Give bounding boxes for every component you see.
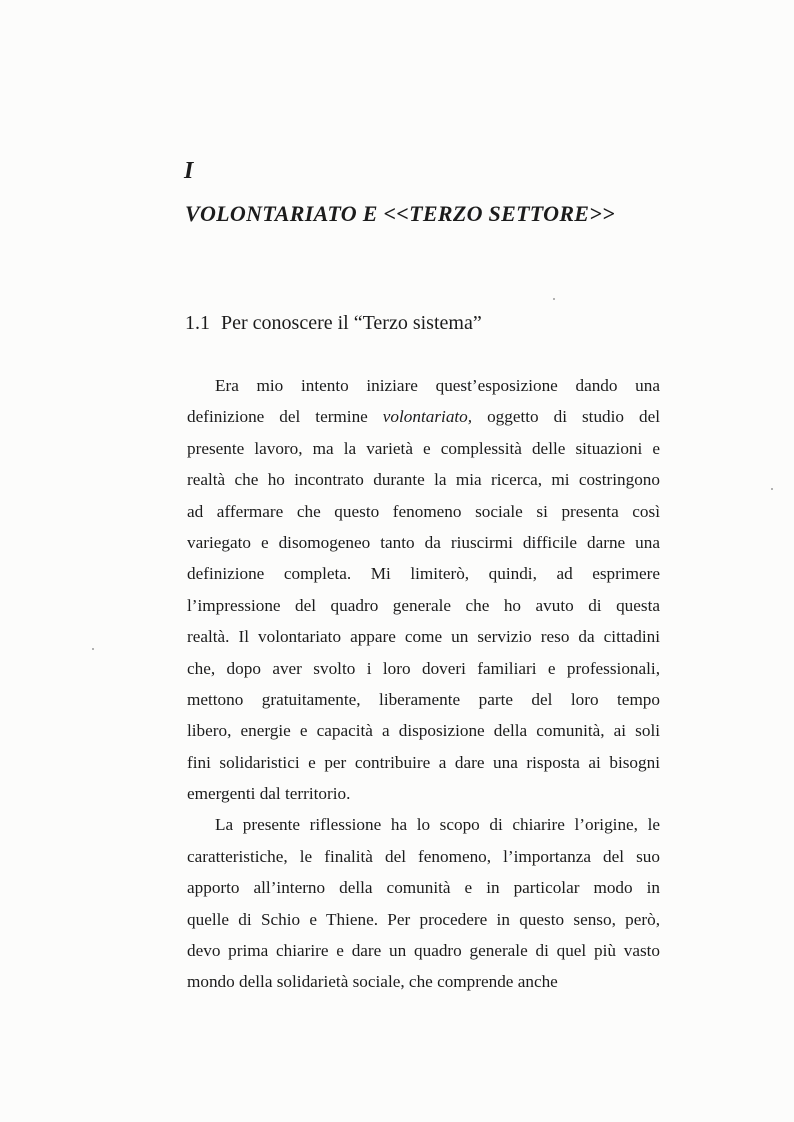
text-line: realtà. Il volontariato appare come un servizio reso da cittadini — [187, 627, 660, 647]
text-line: devo prima chiarire e dare un quadro generale di quel più vasto — [187, 941, 660, 961]
text-line: Era mio intento iniziare quest’esposizione dando una — [215, 376, 660, 395]
text-line: fini solidaristici e per contribuire a dare una risposta ai bisogni — [187, 752, 660, 772]
text-line: apporto all’interno della comunità e in particolar modo in — [187, 878, 660, 898]
section-heading — [185, 312, 482, 335]
paragraph — [187, 809, 660, 997]
text-line: La presente riflessione ha lo scopo di chiarire l’origine, le — [215, 815, 660, 835]
text-line: mettono gratuitamente, liberamente parte del loro tempo — [187, 689, 660, 709]
text-line: ad affermare che questo fenomeno sociale si presenta così — [187, 501, 660, 521]
scan-speck — [553, 298, 555, 300]
text-line: mondo della solidarietà sociale, che comprende anche — [187, 972, 558, 992]
paragraph — [187, 370, 660, 809]
chapter-number: I — [184, 158, 194, 184]
text-line: variegato e disomogeneo tanto da riuscirmi difficile darne una — [187, 532, 660, 552]
text-line: che, dopo aver svolto i loro doveri familiari e professionali, — [187, 658, 660, 678]
chapter-title: VOLONTARIATO E <<TERZO SETTORE>> — [185, 201, 615, 226]
text-line: definizione del termine volontariato, oggetto di studio del — [187, 407, 660, 427]
text-line: libero, energie e capacità a disposizione della comunità, ai soli — [187, 721, 660, 741]
body-text — [187, 370, 660, 998]
text-line: definizione completa. Mi limiterò, quindi, ad esprimere — [187, 564, 660, 584]
text-line: realtà che ho incontrato durante la mia ricerca, mi costringono — [187, 470, 660, 490]
text-line: quelle di Schio e Thiene. Per procedere in questo senso, però, — [187, 909, 660, 929]
section-number: 1.1 — [185, 312, 210, 334]
text-line: presente lavoro, ma la varietà e complessità delle situazioni e — [187, 438, 660, 458]
section-title: Per conoscere il “Terzo sistema” — [221, 312, 482, 334]
scan-speck — [771, 488, 773, 490]
text-line: l’impressione del quadro generale che ho avuto di questa — [187, 595, 660, 615]
text-line: emergenti dal territorio. — [187, 784, 351, 804]
scan-speck — [92, 648, 94, 650]
text-line: caratteristiche, le finalità del fenomeno, l’importanza del suo — [187, 846, 660, 866]
